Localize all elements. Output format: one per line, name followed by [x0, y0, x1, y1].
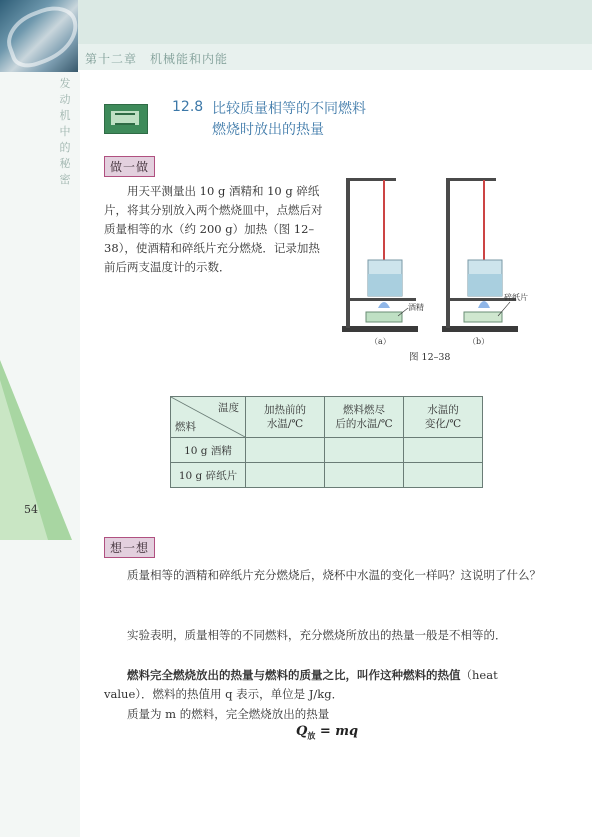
- sub-label-a: （a）: [370, 337, 391, 346]
- experiment-figure: [338, 170, 538, 360]
- activity-tag-think: 想一想: [104, 537, 155, 558]
- body-paragraph-2: [104, 666, 544, 704]
- definition-rest: （heat value）．燃料的热值用 q 表示，单位是 J/kg．: [104, 668, 498, 701]
- formula-subscript: 放: [307, 730, 316, 741]
- label-alcohol: 酒精: [408, 303, 424, 312]
- header-temp-change: 水温的 变化/℃: [404, 397, 483, 438]
- corner-label-fuel: 燃料: [175, 421, 196, 433]
- section-icon: [104, 104, 148, 134]
- section-number: 12.8: [172, 99, 204, 115]
- definition-bold: 燃料完全燃烧放出的热量与燃料的质量之比，叫作这种燃料的热值: [127, 668, 461, 682]
- row-label-paper: 10 g 碎纸片: [171, 463, 246, 488]
- activity-tag-do: 做一做: [104, 156, 155, 177]
- table-cell: [325, 463, 404, 488]
- sub-label-b: （b）: [468, 337, 490, 346]
- side-vertical-text: 发 动 机 中 的 秘 密: [59, 77, 71, 186]
- table-row: [171, 438, 483, 463]
- corner-label-temp: 温度: [218, 402, 239, 414]
- table-cell: [246, 463, 325, 488]
- row-label-alcohol: 10 g 酒精: [171, 438, 246, 463]
- activity-text: 用天平测量出 10 g 酒精和 10 g 碎纸片，将其分别放入两个燃烧皿中，点燃后对质量相等的水（约 200 g）加热（图 12–38），使酒精和碎纸片充分燃烧．记录加热前后两支温度计的示数．: [104, 184, 323, 274]
- heat-formula: [296, 724, 358, 742]
- think-question: 质量相等的酒精和碎纸片充分燃烧后，烧杯中水温的变化一样吗？这说明了什么？: [127, 568, 541, 582]
- apparatus-b: [442, 178, 518, 332]
- table-corner: [171, 397, 246, 438]
- header-temp-before: 加热前的 水温/℃: [246, 397, 325, 438]
- table-cell: [404, 463, 483, 488]
- section-title: [212, 99, 366, 141]
- formula-rhs: = mq: [319, 724, 359, 739]
- section-title-line2: 燃烧时放出的热量: [212, 122, 324, 138]
- label-paper: 碎纸片: [504, 293, 528, 302]
- corner-photo: [0, 0, 78, 72]
- side-triangle-decoration-light: [0, 380, 48, 540]
- figure-caption: 图 12–38: [409, 352, 451, 363]
- table-cell: [404, 438, 483, 463]
- formula-q: Q: [296, 724, 308, 739]
- section-title-line1: 比较质量相等的不同燃料: [212, 101, 366, 117]
- body-paragraph-3: 质量为 m 的燃料，完全燃烧放出的热量: [127, 707, 330, 721]
- table-row: [171, 463, 483, 488]
- chapter-title: 第十二章 机械能和内能: [85, 52, 229, 66]
- page-number: 54: [24, 503, 38, 516]
- body-paragraph-1: 实验表明，质量相等的不同燃料，充分燃烧所放出的热量一般是不相等的．: [127, 628, 507, 642]
- table-cell: [325, 438, 404, 463]
- data-table: [170, 396, 483, 488]
- table-cell: [246, 438, 325, 463]
- header-temp-after: 燃料燃尽 后的水温/℃: [325, 397, 404, 438]
